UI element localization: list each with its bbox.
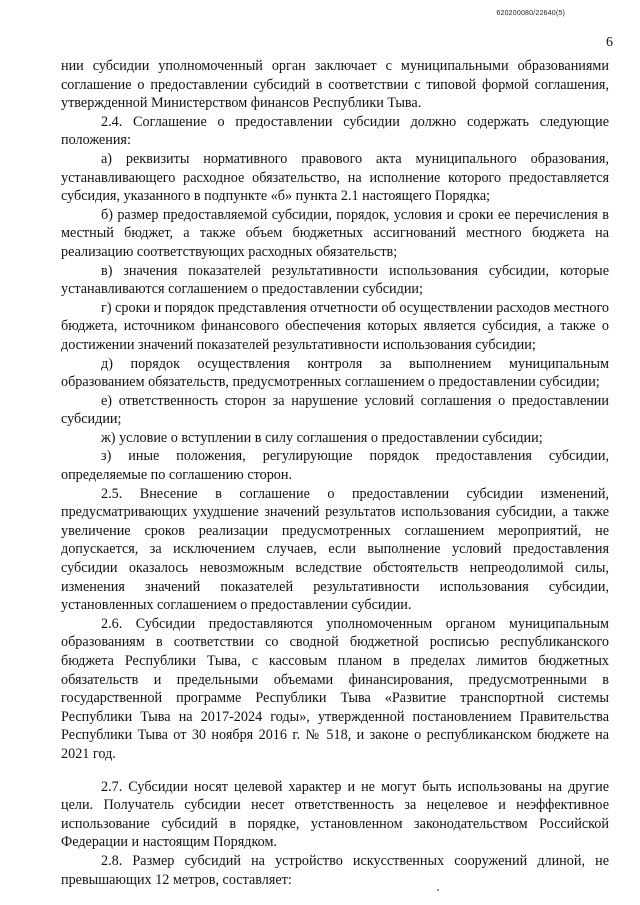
- page-number: 6: [606, 35, 613, 50]
- list-item-zh: ж) условие о вступлении в силу соглашения о предоставлении субсидии;: [101, 429, 543, 446]
- paragraph-2-5: 2.5. Внесение в соглашение о предоставлении субсидии изменений, предусматривающих ухудшение значений результатов использования субсидии, а также увеличение сроков реализации предусмотренных соглашением мероприятий, не допускается, за исключением случаев, если выполнение условий предоставления субсидии оказалось невозможным вследствие обстоятельств непреодолимой силы, изменения значений показателей результативности использования субсидии, установленных соглашением о предоставлении субсидии.: [61, 485, 609, 614]
- paragraph-2-4: 2.4. Соглашение о предоставлении субсидии должно содержать следующие положения:: [61, 113, 609, 149]
- list-item-z: з) иные положения, регулирующие порядок предоставления субсидии, определяемые по соглашению сторон.: [61, 448, 609, 484]
- paragraph-2-6: 2.6. Субсидии предоставляются уполномоченным органом муниципальным образованиям в соответствии со сводной бюджетной росписью республиканского бюджета Республики Тыва, с кассовым планом в пределах лимитов бюджетных обязательств и предельными объемами финансирования, предусмотренными в государственной программе Республики Тыва «Развитие транспортной системы Республики Тыва на 2017-2024 годы», утвержденной постановлением Правительства Республики Тыва от 30 ноября 2016 г. № 518, и законе о республиканском бюджете на 2021 год.: [61, 615, 609, 762]
- paragraph-2-7: 2.7. Субсидии носят целевой характер и не могут быть использованы на другие цели. Получатель субсидии несет ответственность за нецелевое и неэффективное использование субсидий в порядке, установленном законодательством Российской Федерации и настоящим Порядком.: [61, 778, 609, 851]
- document-code: 620200080/22640(5): [496, 10, 565, 17]
- document-body: [61, 57, 609, 889]
- list-item-d: д) порядок осуществления контроля за выполнением муниципальным образованием обязательств, предусмотренных соглашением о предоставлении субсидии;: [61, 355, 609, 391]
- list-item-v: в) значения показателей результативности использования субсидии, которые устанавливаются соглашением о предоставлении субсидии;: [61, 262, 609, 298]
- list-item-a: а) реквизиты нормативного правового акта муниципального образования, устанавливающего расходное обязательство, на исполнение которого предоставляется субсидия, указанного в подпункте «б» пункта 2.1 настоящего Порядка;: [61, 150, 609, 205]
- paragraph-continuation: нии субсидии уполномоченный орган заключает с муниципальными образованиями соглашение о предоставлении субсидий в соответствии с типовой формой соглашения, утвержденной Министерством финансов Республики Тыва.: [61, 58, 609, 112]
- paragraph-2-8: 2.8. Размер субсидий на устройство искусственных сооружений длиной, не превышающих 12 метров, составляет:: [61, 852, 609, 888]
- list-item-b: б) размер предоставляемой субсидии, порядок, условия и сроки ее перечисления в местный бюджет, а также объем бюджетных ассигнований местного бюджета на реализацию соответствующих расходных обязательств;: [61, 206, 609, 260]
- scan-dot-mark: [437, 889, 439, 891]
- list-item-e: е) ответственность сторон за нарушение условий соглашения о предоставлении субсидии;: [61, 392, 609, 428]
- list-item-g: г) сроки и порядок представления отчетности об осуществлении расходов местного бюджета, источником финансового обеспечения которых является субсидия, а также о достижении значений показателей результативности использования субсидии;: [61, 299, 609, 353]
